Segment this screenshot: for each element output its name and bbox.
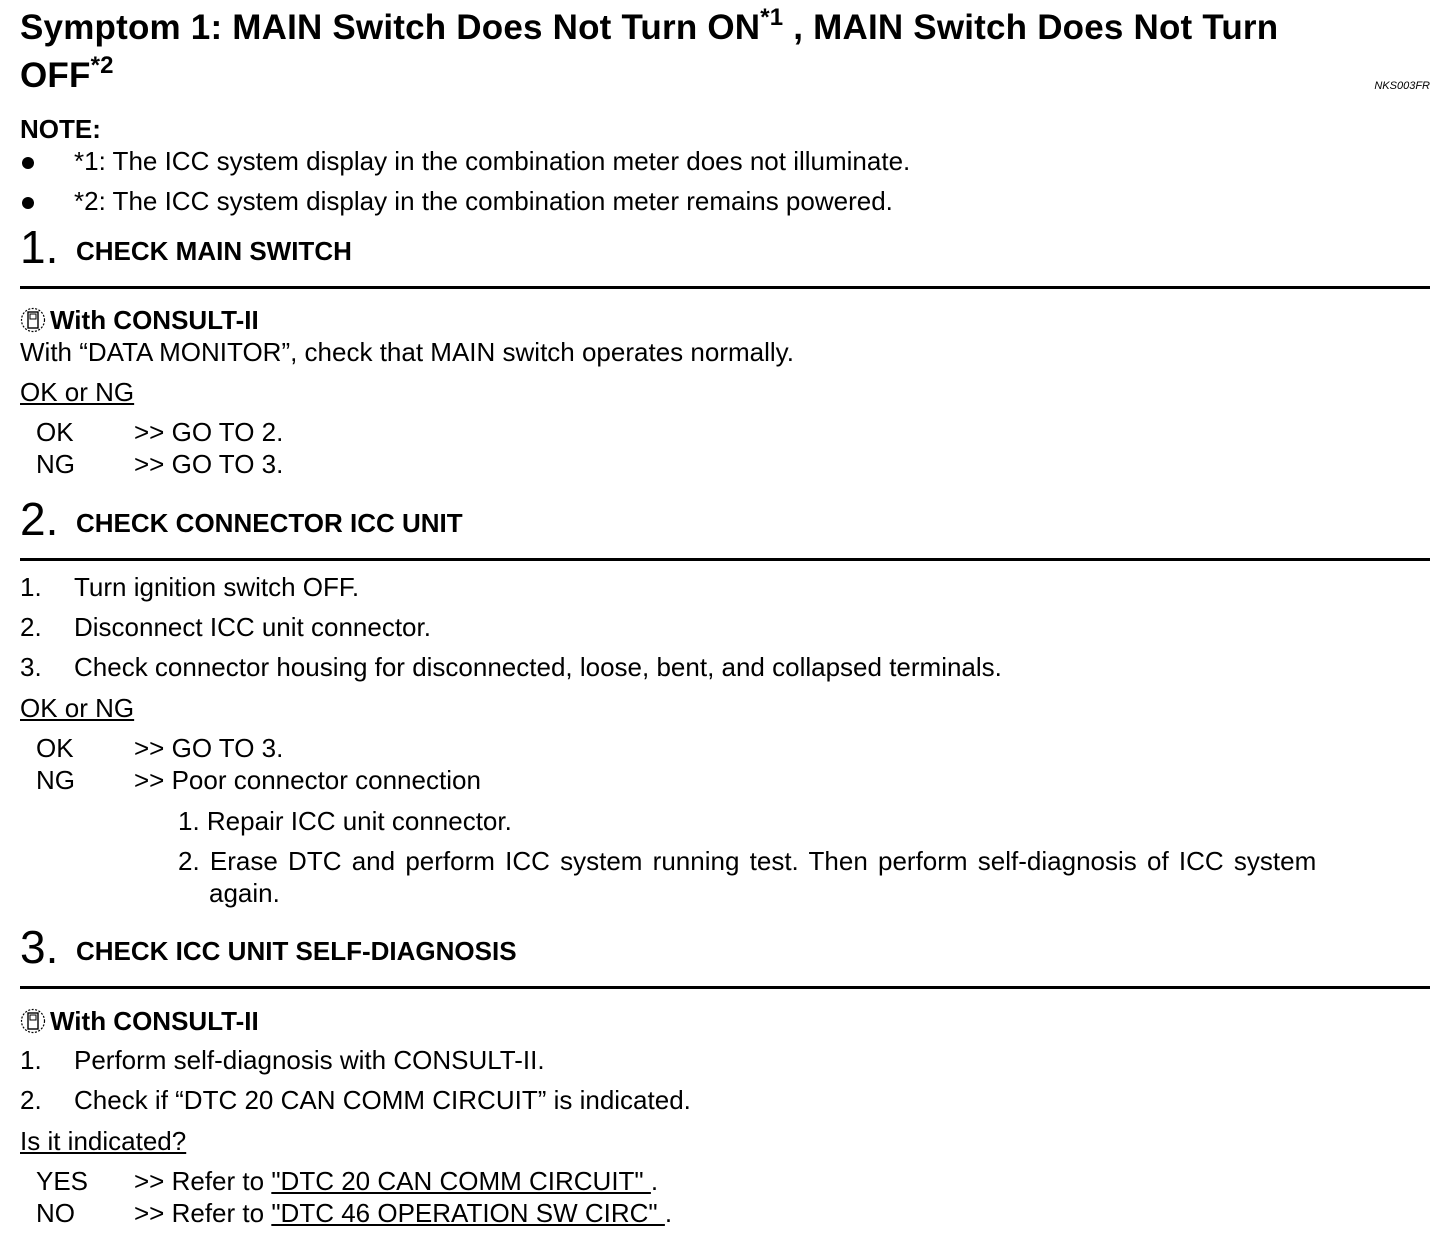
page-title-line1: Symptom 1: MAIN Switch Does Not Turn ON$^{*1}$ , MAIN Switch Does Not Turn	[20, 4, 1279, 47]
consult-tester-icon	[20, 307, 46, 333]
consult-tool-label: With CONSULT-II	[20, 1006, 259, 1037]
bullet-icon	[22, 157, 34, 169]
dtc-20-link[interactable]: "DTC 20 CAN COMM CIRCUIT"	[271, 1166, 651, 1196]
repair-step: 2. Erase DTC and perform ICC system running test. Then perform self-diagnosis of ICC system	[178, 846, 1317, 876]
note-heading: NOTE:	[20, 114, 101, 144]
repair-step-continued: again.	[209, 878, 280, 908]
repair-step: 1. Repair ICC unit connector.	[178, 806, 512, 836]
bullet-icon	[22, 197, 34, 209]
step-title: CHECK MAIN SWITCH	[76, 236, 352, 266]
step-1-header	[20, 221, 1430, 289]
result-question: Is it indicated?	[20, 1126, 187, 1156]
step-title: CHECK CONNECTOR ICC UNIT	[76, 508, 463, 538]
page-title-line2: OFF$^{*2}$	[20, 52, 114, 95]
step-2-header	[20, 493, 1430, 561]
consult-tool-label: With CONSULT-II	[20, 305, 259, 336]
step-number: 3.	[20, 921, 59, 973]
step-instruction: With “DATA MONITOR”, check that MAIN switch operates normally.	[20, 337, 794, 367]
result-question: OK or NG	[20, 693, 135, 723]
step-3-header	[20, 921, 1430, 989]
footnote-mark-2: *2	[90, 52, 114, 79]
result-question: OK or NG	[20, 377, 135, 407]
step-title: CHECK ICC UNIT SELF-DIAGNOSIS	[76, 936, 517, 966]
step-number: 2.	[20, 493, 59, 545]
dtc-46-link[interactable]: "DTC 46 OPERATION SW CIRC"	[271, 1198, 665, 1228]
step-number: 1.	[20, 221, 59, 273]
consult-tester-icon	[20, 1008, 46, 1034]
footnote-mark-1: *1	[760, 4, 784, 31]
document-id: NKS003FR	[1374, 80, 1430, 92]
